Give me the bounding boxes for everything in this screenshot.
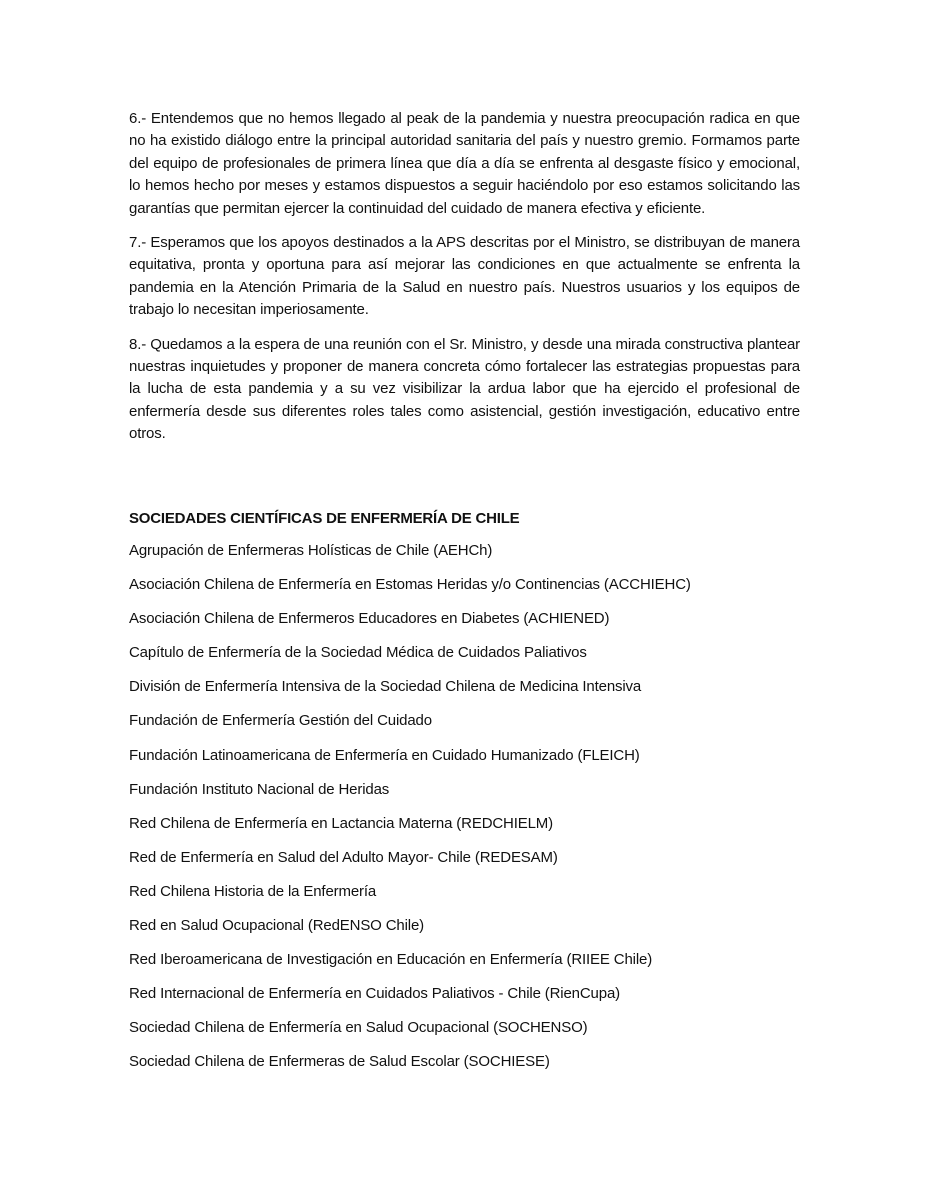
list-item: Red Chilena de Enfermería en Lactancia Materna (REDCHIELM): [129, 814, 553, 832]
list-item: Fundación Latinoamericana de Enfermería en Cuidado Humanizado (FLEICH): [129, 746, 640, 764]
societies-heading: SOCIEDADES CIENTÍFICAS DE ENFERMERÍA DE CHILE: [129, 510, 520, 527]
list-item: Asociación Chilena de Enfermeros Educadores en Diabetes (ACHIENED): [129, 610, 610, 628]
list-item: Sociedad Chilena de Enfermeras de Salud Escolar (SOCHIESE): [129, 1053, 550, 1071]
list-item: Red en Salud Ocupacional (RedENSO Chile): [129, 917, 424, 935]
list-item: Fundación Instituto Nacional de Heridas: [129, 780, 390, 798]
paragraph-6: 6.- Entendemos que no hemos llegado al peak de la pandemia y nuestra preocupación radica en que no ha existido diálogo entre la principal autoridad sanitaria del país y nuestro gremio. Formamos parte del equipo de profesionales de primera línea que día a día se enfrenta al desgaste físico y emocional, lo hemos hecho por meses y estamos dispuestos a seguir haciéndolo por eso estamos solicitando las garantías que permitan ejercer la continuidad del cuidado de manera efectiva y eficiente.: [129, 110, 800, 217]
body-text: [129, 108, 800, 458]
list-item: Fundación de Enfermería Gestión del Cuidado: [129, 712, 432, 730]
list-item: Asociación Chilena de Enfermería en Estomas Heridas y/o Continencias (ACCHIEHC): [129, 576, 691, 594]
paragraph-7: 7.- Esperamos que los apoyos destinados a la APS descritas por el Ministro, se distribuyan de manera equitativa, pronta y oportuna para así mejorar las condiciones en que actualmente se enfrenta la pandemia en la Atención Primaria de la Salud en nuestro país. Nuestros usuarios y los equipos de trabajo lo necesitan imperiosamente.: [129, 234, 800, 319]
list-item: Red de Enfermería en Salud del Adulto Mayor- Chile (REDESAM): [129, 848, 558, 866]
list-item: Sociedad Chilena de Enfermería en Salud Ocupacional (SOCHENSO): [129, 1019, 588, 1037]
list-item: Capítulo de Enfermería de la Sociedad Médica de Cuidados Paliativos: [129, 644, 587, 662]
list-item: Red Chilena Historia de la Enfermería: [129, 882, 377, 900]
list-item: División de Enfermería Intensiva de la Sociedad Chilena de Medicina Intensiva: [129, 678, 642, 696]
list-item: Red Internacional de Enfermería en Cuidados Paliativos - Chile (RienCupa): [129, 985, 620, 1003]
list-item: Agrupación de Enfermeras Holísticas de Chile (AEHCh): [129, 542, 493, 559]
societies-list: [129, 540, 829, 1086]
paragraph-8: 8.- Quedamos a la espera de una reunión con el Sr. Ministro, y desde una mirada constructiva plantear nuestras inquietudes y proponer de manera concreta cómo fortalecer las estrategias propuestas para la lucha de esta pandemia y a su vez visibilizar la ardua labor que ha ejercido el profesional de enfermería desde sus diferentes roles tales como asistencial, gestión investigación, educativo entre otros.: [129, 335, 800, 443]
list-item: Red Iberoamericana de Investigación en Educación en Enfermería (RIIEE Chile): [129, 951, 653, 969]
